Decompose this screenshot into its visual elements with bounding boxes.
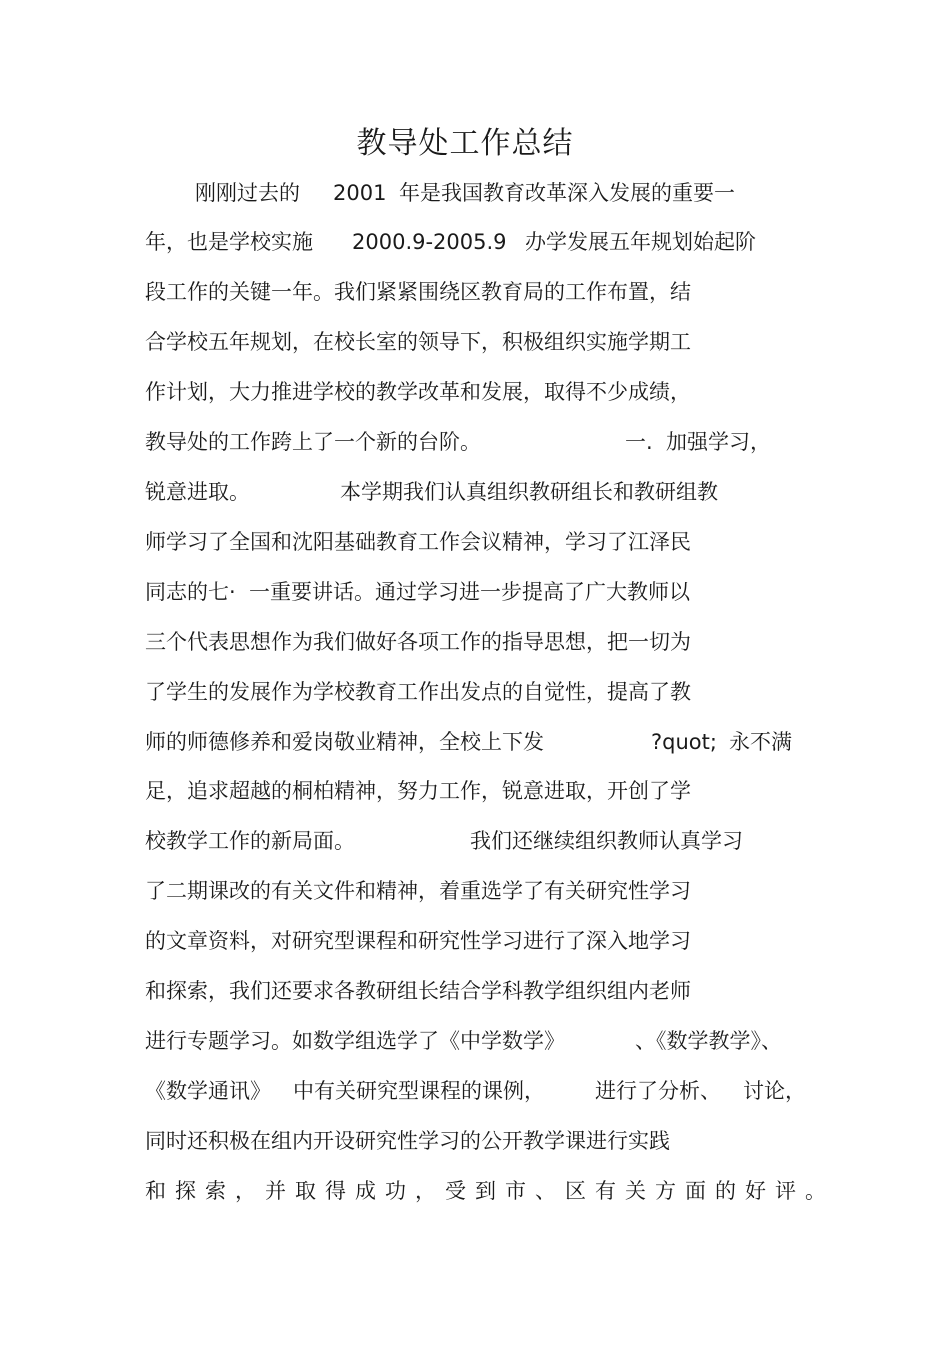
text-segment: 合学校五年规划，在校长室的领导下，积极组织实施学期工 (145, 330, 691, 354)
text-segment: 师学习了全国和沈阳基础教育工作会议精神，学习了江泽民 (145, 530, 691, 554)
text-segment: 刚刚过去的 (195, 181, 300, 205)
text-segment: 和探索，我们还要求各教研组长结合学科教学组织组内老师 (145, 979, 691, 1003)
text-line (145, 225, 756, 259)
text-segment: 本学期我们认真组织教研组长和教研组教 (340, 480, 718, 504)
text-segment: 同时还积极在组内开设研究性学习的公开教学课进行实践 (145, 1129, 670, 1153)
text-segment: 了二期课改的有关文件和精神，着重选学了有关研究性学习 (145, 879, 691, 903)
text-segment: 足，追求超越的桐柏精神，努力工作，锐意进取，开创了学 (145, 779, 691, 803)
text-line (145, 375, 691, 409)
text-segment: 办学发展五年规划始起阶 (525, 230, 756, 254)
text-segment: 师的师德修养和爱岗敬业精神，全校上下发 (145, 730, 544, 754)
text-line (145, 325, 691, 359)
text-line (145, 725, 792, 759)
text-segment: ?quot; (651, 730, 717, 754)
text-segment: 年，也是学校实施 (145, 230, 313, 254)
text-segment: 段工作的关键一年。我们紧紧围绕区教育局的工作布置，结 (145, 280, 691, 304)
text-segment: 2001 (333, 181, 387, 205)
text-segment: 的文章资料，对研究型课程和研究性学习进行了深入地学习 (145, 929, 691, 953)
text-line (145, 1124, 670, 1158)
text-line (145, 425, 772, 459)
text-line (145, 1024, 782, 1058)
text-line (145, 824, 743, 858)
text-segment: 《数学通讯》 (145, 1079, 271, 1103)
text-line (145, 475, 718, 509)
text-line (145, 974, 691, 1008)
section-heading: 一. 加强学习， (625, 430, 772, 454)
text-segment: 我们还继续组织教师认真学习 (470, 829, 743, 853)
text-line (145, 525, 691, 559)
text-line (145, 625, 691, 659)
text-segment: 了学生的发展作为学校教育工作出发点的自觉性，提高了教 (145, 680, 691, 704)
text-segment: 、《数学教学》、 (635, 1029, 782, 1053)
text-segment: 进行专题学习。如数学组选学了《中学数学》 (145, 1029, 565, 1053)
text-segment: 讨论， (743, 1079, 806, 1103)
text-segment: 三个代表思想作为我们做好各项工作的指导思想，把一切为 (145, 630, 691, 654)
text-line (145, 774, 691, 808)
text-line (145, 275, 691, 309)
text-segment: 进行了分析、 (595, 1079, 721, 1103)
text-segment: 校教学工作的新局面。 (145, 829, 355, 853)
text-segment: 永不满 (729, 730, 792, 754)
text-line (145, 176, 735, 210)
text-segment: 教导处的工作跨上了一个新的台阶。 (145, 430, 481, 454)
text-segment: 同志的七· 一重要讲话。通过学习进一步提高了广大教师以 (145, 580, 691, 604)
section-heading-continued: 锐意进取。 (145, 480, 250, 504)
text-segment: 作计划，大力推进学校的教学改革和发展，取得不少成绩， (145, 380, 691, 404)
text-line (145, 1174, 835, 1208)
document-title: 教导处工作总结 (356, 126, 574, 161)
text-segment: 中有关研究型课程的课例， (293, 1079, 545, 1103)
text-line (145, 675, 691, 709)
text-segment: 2000.9-2005.9 (352, 230, 507, 254)
text-line (145, 924, 691, 958)
text-segment: 和探索，并取得成功，受到市、区有关方面的好评。 (145, 1179, 835, 1203)
text-line (145, 575, 691, 609)
text-line (145, 874, 691, 908)
text-line (145, 1074, 806, 1108)
text-segment: 年是我国教育改革深入发展的重要一 (399, 181, 735, 205)
